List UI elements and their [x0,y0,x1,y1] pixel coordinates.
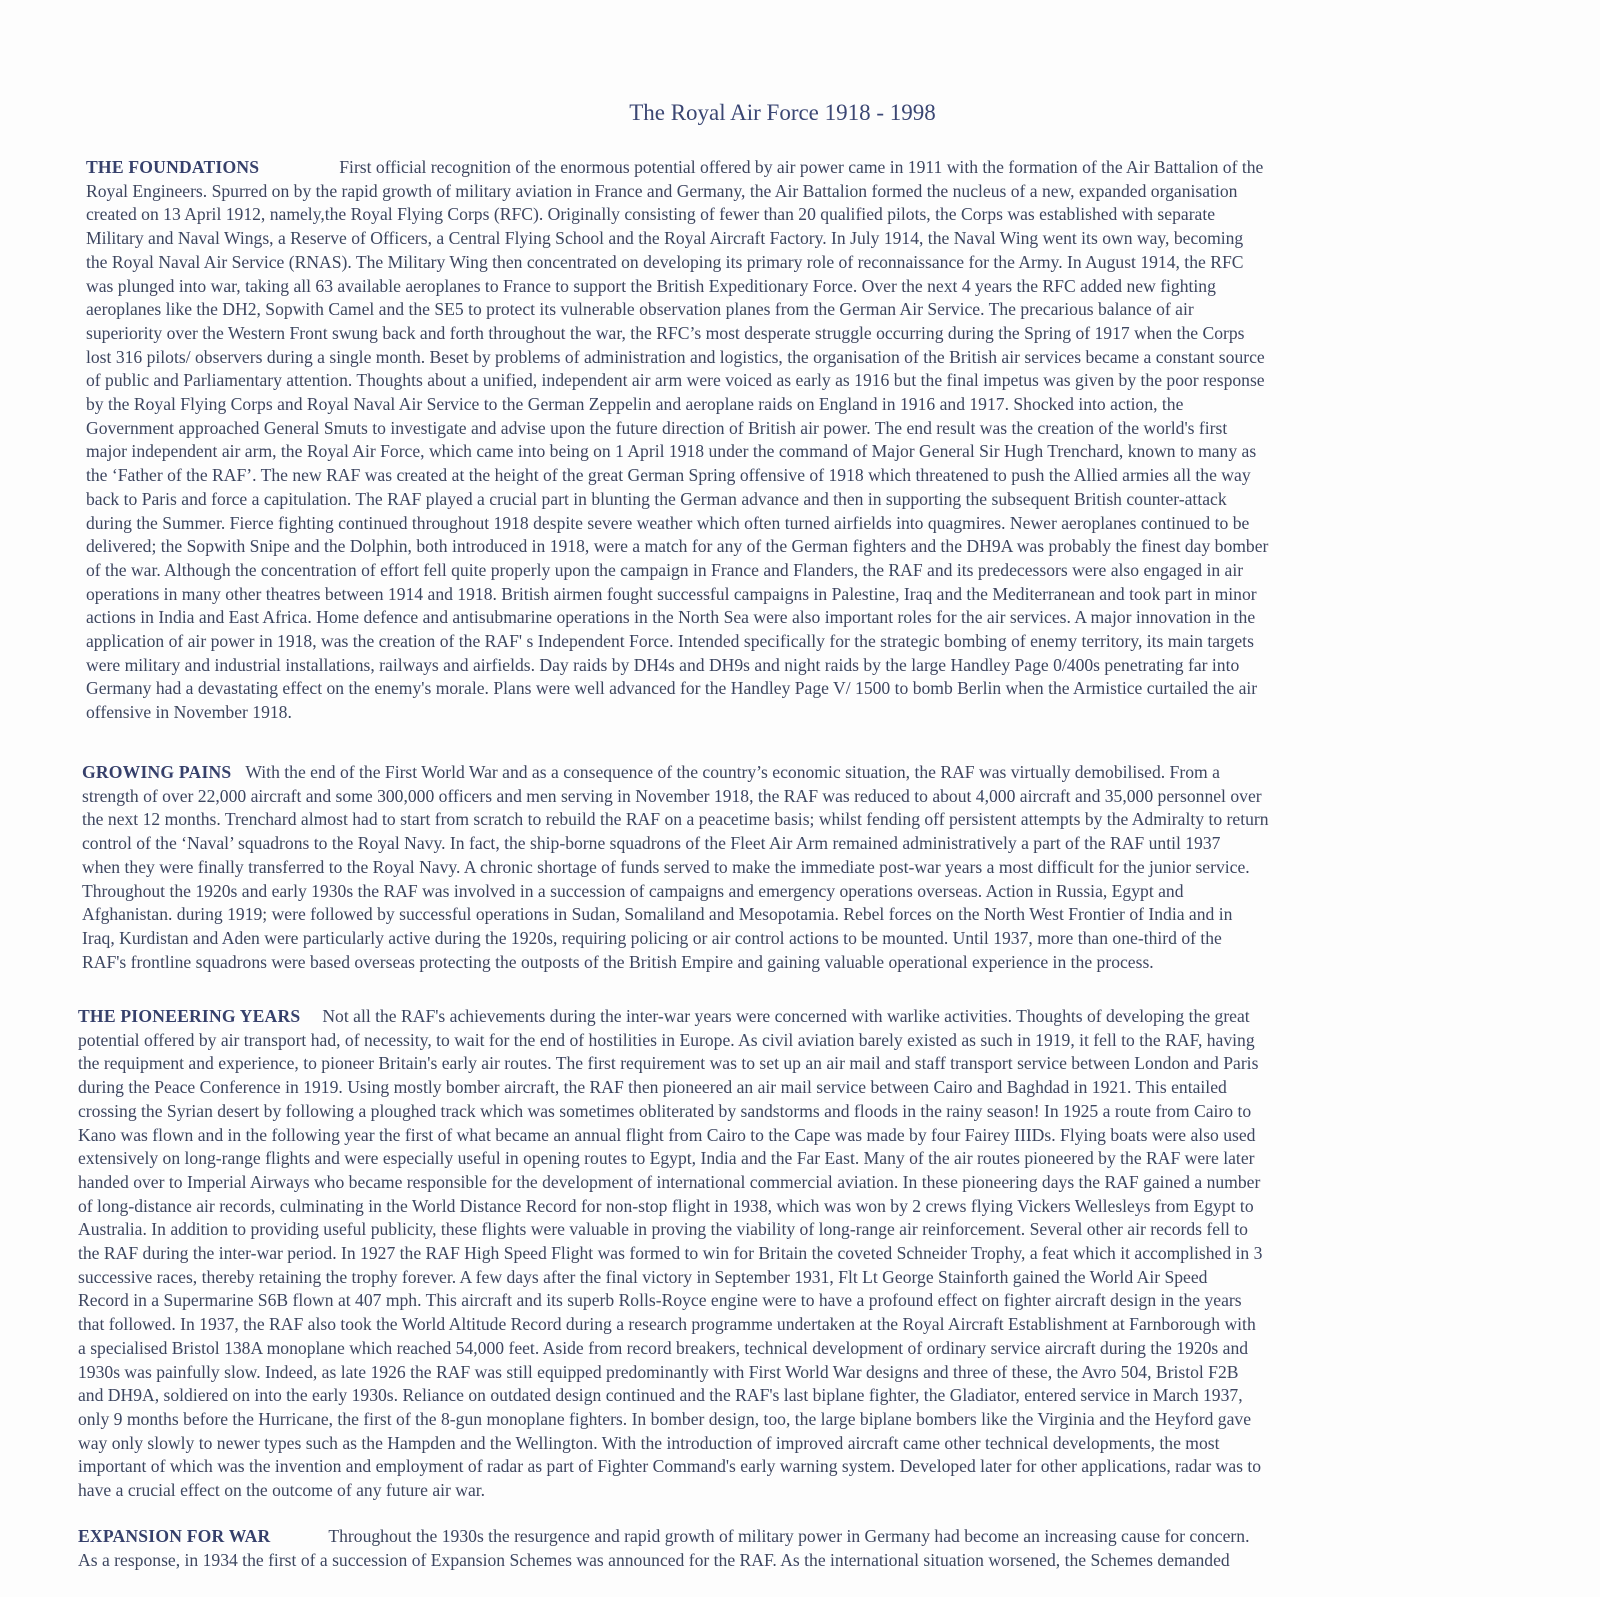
paragraph-line: crossing the Syrian desert by following a ploughed track which was sometimes obliterated by sandstorms and floods in the rainy season! In 1925 a route from Cairo to [78,1100,1252,1121]
paragraph-line: aeroplanes like the DH2, Sopwith Camel and the SE5 to protect its vulnerable observation planes from the German Air Service. The precarious balance of air [86,299,1194,320]
paragraph-line: successive races, thereby retaining the trophy forever. A few days after the final victory in September 1931, Flt Lt George Stainforth gained the World Air Speed [78,1266,1208,1287]
paragraph-text: Not all the RAF's achievements during the inter-war years were concerned with warlike activities. Thoughts of developing the great [322,1006,1250,1026]
paragraph-line: Australia. In addition to providing useful publicity, these flights were valuable in proving the viability of long-range air reinforcement. Several other air records fell to [78,1219,1248,1240]
paragraph-text: First official recognition of the enormous potential offered by air power came in 1911 with the formation of the Air Battalion of the [339,157,1264,177]
paragraph-line [82,761,1269,785]
section-heading: EXPANSION FOR WAR [78,1526,271,1546]
section-heading: THE PIONEERING YEARS [78,1006,301,1026]
paragraph-line: during the Peace Conference in 1919. Using mostly bomber aircraft, the RAF then pioneered an air mail service between Cairo and Baghdad in 1921. This entailed [78,1077,1227,1098]
paragraph-line: Afghanistan. during 1919; were followed by successful operations in Sudan, Somaliland and Mesopotamia. Rebel forces on the North West Frontier of India and in [82,904,1233,925]
paragraph-line [78,1005,1262,1029]
paragraph-line [78,1525,1249,1549]
paragraph-line: operations in many other theatres between 1914 and 1918. British airmen fought successful campaigns in Palestine, Iraq and the Mediterranean and took part in minor [86,583,1257,604]
paragraph-line: way only slowly to newer types such as the Hampden and the Wellington. With the introduction of improved aircraft came other technical developments, the most [78,1432,1220,1453]
paragraph-line: application of air power in 1918, was the creation of the RAF' s Independent Force. Intended specifically for the strategic bombing of enemy territory, its main targets [86,631,1254,652]
section-heading: GROWING PAINS [82,762,232,782]
paragraph-line: lost 316 pilots/ observers during a single month. Beset by problems of administration and logistics, the organisation of the British air services became a constant source [86,346,1265,367]
paragraph-line: of the war. Although the concentration of effort fell quite properly upon the campaign in France and Flanders, the RAF and its predecessors were also engaged in air [86,559,1244,580]
paragraph-line: superiority over the Western Front swung back and forth throughout the war, the RFC’s most desperate struggle occurring during the Spring of 1917 when the Corps [86,322,1245,343]
section-the-pioneering-years [78,1005,1262,1503]
section-the-foundations [86,156,1268,725]
paragraph-line: was plunged into war, taking all 63 available aeroplanes to France to support the British Expeditionary Force. Over the next 4 years the RFC added new fighting [86,275,1216,296]
section-heading: THE FOUNDATIONS [86,157,260,177]
paragraph-line: Royal Engineers. Spurred on by the rapid growth of military aviation in France and Germany, the Air Battalion formed the nucleus of a new, expanded organisation [86,180,1238,201]
paragraph-line: important of which was the invention and employment of radar as part of Fighter Command's early warning system. Developed later for other applications, radar was to [78,1456,1262,1477]
paragraph-line: during the Summer. Fierce fighting continued throughout 1918 despite severe weather which often turned airfields into quagmires. Newer aeroplanes continued to be [86,512,1250,533]
paragraph-line: by the Royal Flying Corps and Royal Naval Air Service to the German Zeppelin and aeroplane raids on England in 1916 and 1917. Shocked into action, the [86,394,1184,415]
section-growing-pains [82,761,1269,974]
paragraph-line: control of the ‘Naval’ squadrons to the Royal Navy. In fact, the ship-borne squadrons of the Fleet Air Arm remained administratively a part of the RAF until 1937 [82,833,1221,854]
paragraph-line: created on 13 April 1912, namely,the Royal Flying Corps (RFC). Originally consisting of fewer than 20 qualified pilots, the Corps was established with separate [86,204,1216,225]
paragraph-line: of public and Parliamentary attention. Thoughts about a unified, independent air arm were voiced as early as 1916 but the final impetus was given by the poor response [86,370,1265,391]
paragraph-line: the RAF during the inter-war period. In 1927 the RAF High Speed Flight was formed to win for Britain the coveted Schneider Trophy, a feat which it accomplished in 3 [78,1243,1263,1264]
paragraph-line: and DH9A, soldiered on into the early 1930s. Reliance on outdated design continued and the RAF's last biplane fighter, the Gladiator, entered service in March 1937, [78,1385,1243,1406]
paragraph-line: back to Paris and force a capitulation. The RAF played a crucial part in blunting the German advance and then in supporting the subsequent British counter-attack [86,488,1227,509]
paragraph-line: offensive in November 1918. [86,702,292,723]
paragraph-line: of long-distance air records, culminating in the World Distance Record for non-stop flight in 1938, which was won by 2 crews flying Vickers Wellesleys from Egypt to [78,1195,1254,1216]
paragraph-line: were military and industrial installations, railways and airfields. Day raids by DH4s and DH9s and night raids by the large Handley Page 0/400s penetrating far into [86,654,1240,675]
paragraph-line: Germany had a devastating effect on the enemy's morale. Plans were well advanced for the Handley Page V/ 1500 to bomb Berlin when the Armistice curtailed the air [86,678,1258,699]
paragraph-line: the next 12 months. Trenchard almost had to start from scratch to rebuild the RAF on a peacetime basis; whilst fending off persistent attempts by the Admiralty to return [82,809,1269,830]
paragraph-line: have a crucial effect on the outcome of any future air war. [78,1480,486,1501]
paragraph-line: the requipment and experience, to pioneer Britain's early air routes. The first requirement was to set up an air mail and staff transport service between London and Paris [78,1053,1259,1074]
paragraph-line: extensively on long-range flights and were especially useful in opening routes to Egypt, India and the Far East. Many of the air routes pioneered by the RAF were later [78,1148,1255,1169]
paragraph-line: Military and Naval Wings, a Reserve of Officers, a Central Flying School and the Royal Aircraft Factory. In July 1914, the Naval Wing went its own way, becoming [86,228,1244,249]
paragraph-line: only 9 months before the Hurricane, the first of the 8-gun monoplane fighters. In bomber design, too, the large biplane bombers like the Virginia and the Heyford gave [78,1408,1252,1429]
paragraph-text: Throughout the 1930s the resurgence and rapid growth of military power in Germany had become an increasing cause for concern. [328,1526,1250,1546]
paragraph-line: Iraq, Kurdistan and Aden were particularly active during the 1920s, requiring policing or air control actions to be mounted. Until 1937, more than one-third of the [82,927,1222,948]
paragraph-line: the ‘Father of the RAF’. The new RAF was created at the height of the great German Spring offensive of 1918 which threatened to push the Allied armies all the way [86,465,1251,486]
paragraph-line [86,156,1268,180]
paragraph-line: RAF's frontline squadrons were based overseas protecting the outposts of the British Empire and gaining valuable operational experience in the process. [82,951,1154,972]
paragraph-line: Kano was flown and in the following year the first of what became an annual flight from Cairo to the Cape was made by four Fairey IIIDs. Flying boats were also used [78,1124,1256,1145]
paragraph-line: potential offered by air transport had, of necessity, to wait for the end of hostilities in Europe. As civil aviation barely existed as such in 1919, it fell to the RAF, having [78,1029,1255,1050]
paragraph-line: delivered; the Sopwith Snipe and the Dolphin, both introduced in 1918, were a match for any of the German fighters and the DH9A was probably the finest day bomber [86,536,1269,557]
paragraph-line: the Royal Naval Air Service (RNAS). The Military Wing then concentrated on developing its primary role of reconnaissance for the Army. In August 1914, the RFC [86,251,1244,272]
page-title: The Royal Air Force 1918 - 1998 [629,100,936,125]
paragraph-line: a specialised Bristol 138A monoplane which reached 54,000 feet. Aside from record breakers, technical development of ordinary service aircraft during the 1920s and [78,1337,1249,1358]
paragraph-line: when they were finally transferred to the Royal Navy. A chronic shortage of funds served to make the immediate post-war years a most difficult for the junior service. [82,856,1250,877]
paragraph-line: 1930s was painfully slow. Indeed, as late 1926 the RAF was still equipped predominantly with First World War designs and three of these, the Avro 504, Bristol F2B [78,1361,1239,1382]
paragraph-line: actions in India and East Africa. Home defence and antisubmarine operations in the North Sea were also important roles for the air services. A major innovation in the [86,607,1256,628]
paragraph-line: Record in a Supermarine S6B flown at 407 mph. This aircraft and its superb Rolls-Royce engine were to have a profound effect on fighter aircraft design in the years [78,1290,1242,1311]
paragraph-text: With the end of the First World War and as a consequence of the country’s economic situation, the RAF was virtually demobilised. From a [245,762,1220,782]
paragraph-line: Government approached General Smuts to investigate and advise upon the future direction of British air power. The end result was the creation of the world's first [86,417,1228,438]
section-expansion-for-war [78,1525,1249,1572]
paragraph-line: As a response, in 1934 the first of a succession of Expansion Schemes was announced for the RAF. As the international situation worsened, the Schemes demanded [78,1549,1230,1570]
paragraph-line: strength of over 22,000 aircraft and some 300,000 officers and men serving in November 1918, the RAF was reduced to about 4,000 aircraft and 35,000 personnel over [82,785,1262,806]
paragraph-line: handed over to Imperial Airways who became responsible for the development of international commercial aviation. In these pioneering days the RAF gained a number [78,1171,1261,1192]
paragraph-line: that followed. In 1937, the RAF also took the World Altitude Record during a research programme undertaken at the Royal Aircraft Establishment at Farnborough with [78,1314,1256,1335]
paragraph-line: Throughout the 1920s and early 1930s the RAF was involved in a succession of campaigns and emergency operations overseas. Action in Russia, Egypt and [82,880,1184,901]
paragraph-line: major independent air arm, the Royal Air Force, which came into being on 1 April 1918 under the command of Major General Sir Hugh Trenchard, known to many as [86,441,1257,462]
